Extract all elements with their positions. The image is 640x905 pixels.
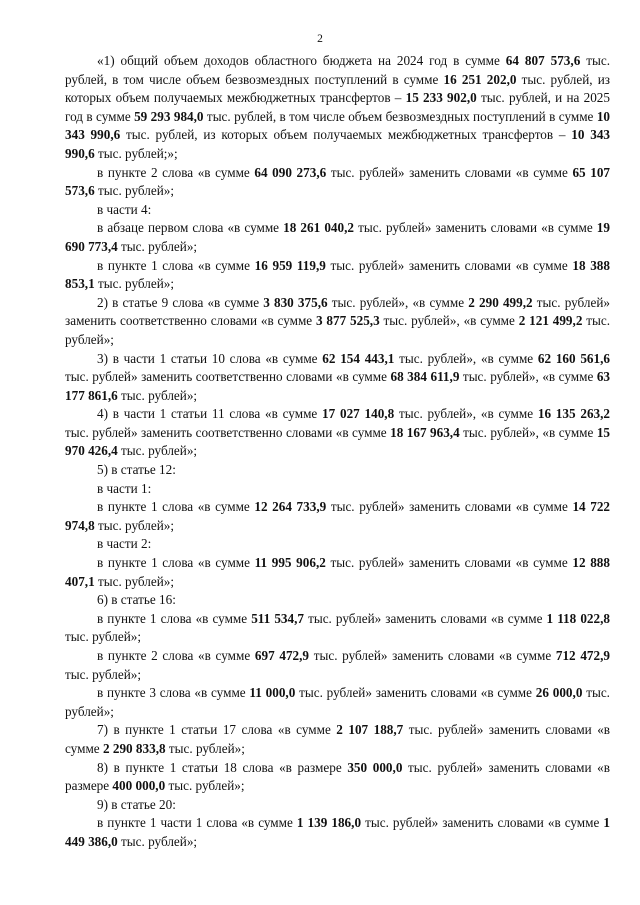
paragraph-text: тыс. рублей»;	[117, 443, 198, 459]
paragraph-text: тыс. рублей»;	[65, 629, 142, 645]
paragraph-text: тыс. рублей»;	[165, 740, 245, 756]
paragraph-text: тыс. рублей», «в сумме	[394, 406, 538, 422]
paragraph-text: тыс. рублей» заменить словами «в сумме	[354, 220, 597, 236]
paragraph-text: тыс. рублей» заменить словами «в сумме	[326, 164, 573, 180]
amount-value: 511 534,7	[251, 610, 304, 626]
paragraph-text: в пункте 1 слова «в сумме	[97, 555, 255, 571]
amount-value: 19 690 773,4	[65, 220, 610, 254]
paragraph	[65, 610, 610, 647]
paragraph-text: тыс. рублей»;	[117, 238, 198, 254]
paragraph-text: в части 1:	[97, 480, 152, 496]
paragraph-text: в пункте 1 слова «в сумме	[97, 499, 255, 515]
paragraph-text: тыс. рублей»;	[65, 666, 142, 682]
paragraph-text: тыс. рублей», «в сумме	[379, 313, 519, 329]
paragraph-text: тыс. рублей», «в сумме	[459, 369, 597, 385]
amount-value: 62 154 443,1	[322, 350, 395, 366]
paragraph-text: тыс. рублей» заменить соответственно словами «в сумме	[65, 369, 391, 385]
paragraph-text: тыс. рублей»;	[94, 517, 175, 533]
amount-value: 2 121 499,2	[518, 313, 583, 329]
paragraph	[65, 480, 610, 499]
amount-value: 68 384 611,9	[390, 369, 460, 385]
paragraph-text: тыс. рублей»;	[94, 183, 175, 199]
paragraph-text: в абзаце первом слова «в сумме	[97, 220, 284, 236]
paragraph	[65, 201, 610, 220]
paragraph-text: 4) в части 1 статьи 11 слова «в сумме	[97, 406, 323, 422]
paragraph-text: 6) в статье 16:	[97, 592, 176, 608]
paragraph-text: тыс. рублей» заменить словами «в сумме	[361, 815, 604, 831]
amount-value: 1 139 186,0	[296, 815, 362, 831]
paragraph-text: тыс. рублей» заменить словами «в сумме	[309, 648, 556, 663]
amount-value: 63 177 861,6	[65, 369, 610, 403]
paragraph	[65, 350, 610, 406]
paragraph-text: тыс. рублей»;	[94, 276, 175, 292]
paragraph-text: тыс. рублей» заменить соответственно словами «в сумме	[65, 424, 391, 440]
paragraph-text: тыс. рублей» заменить словами «в сумме	[295, 685, 536, 701]
paragraph	[65, 684, 610, 721]
amount-value: 65 107 573,6	[65, 164, 611, 199]
paragraph	[65, 164, 610, 201]
paragraph	[65, 219, 610, 256]
paragraph	[65, 294, 610, 350]
document-body	[65, 52, 610, 852]
amount-value: 350 000,0	[347, 759, 403, 775]
amount-value: 400 000,0	[112, 778, 166, 794]
paragraph	[65, 257, 610, 294]
paragraph-text: тыс. рублей, из которых объем получаемых межбюджетных трансфертов –	[120, 127, 572, 143]
amount-value: 12 888 407,1	[65, 555, 610, 589]
amount-value: 1 118 022,8	[546, 610, 610, 626]
paragraph	[65, 498, 610, 535]
paragraph-text: тыс. рублей;»;	[94, 145, 178, 161]
amount-value: 16 959 119,9	[254, 257, 326, 273]
paragraph-text: в пункте 1 части 1 слова «в сумме	[97, 815, 297, 831]
paragraph-text: в пункте 1 слова «в сумме	[97, 610, 252, 626]
paragraph	[65, 814, 610, 851]
paragraph-text: 9) в статье 20:	[97, 796, 176, 812]
amount-value: 15 970 426,4	[65, 424, 611, 459]
paragraph	[65, 759, 610, 796]
amount-value: 1 449 386,0	[65, 815, 610, 849]
amount-value: 18 388 853,1	[65, 257, 610, 292]
paragraph-text: тыс. рублей» заменить словами «в сумме	[65, 722, 611, 756]
amount-value: 18 167 963,4	[390, 424, 460, 440]
paragraph	[65, 554, 610, 591]
amount-value: 18 261 040,2	[283, 220, 354, 236]
amount-value: 697 472,9	[254, 648, 310, 663]
paragraph-text: в пункте 2 слова «в сумме	[97, 648, 255, 663]
amount-value: 14 722 974,8	[65, 499, 611, 533]
paragraph-text: тыс. рублей» заменить словами «в сумме	[326, 499, 573, 515]
paragraph-text: 2) в статье 9 слова «в сумме	[97, 294, 264, 310]
amount-value: 64 090 273,6	[254, 164, 327, 180]
amount-value: 10 343 990,6	[65, 127, 611, 161]
paragraph-text: в пункте 1 слова «в сумме	[97, 257, 255, 273]
amount-value: 26 000,0	[535, 685, 583, 701]
paragraph-text: тыс. рублей»;	[165, 778, 245, 794]
amount-value: 64 807 573,6	[505, 53, 581, 68]
paragraph-text: тыс. рублей» заменить словами «в сумме	[304, 610, 547, 626]
paragraph-text: в пункте 2 слова «в сумме	[97, 164, 255, 180]
amount-value: 3 830 375,6	[263, 294, 328, 310]
paragraph-text: тыс. рублей»;	[117, 387, 198, 403]
paragraph-text: тыс. рублей, из которых объем получаемых межбюджетных трансфертов –	[65, 71, 610, 106]
paragraph-text: тыс. рублей»;	[65, 685, 610, 719]
amount-value: 16 251 202,0	[443, 71, 517, 87]
paragraph-text: «1) общий объем доходов областного бюджета на 2024 год в сумме	[97, 53, 506, 68]
paragraph-text: тыс. рублей» заменить словами «в сумме	[325, 257, 573, 273]
amount-value: 62 160 561,6	[537, 350, 611, 366]
amount-value: 10 343 990,6	[65, 108, 611, 143]
amount-value: 11 995 906,2	[254, 555, 326, 571]
paragraph-text: тыс. рублей»;	[65, 313, 611, 347]
paragraph	[65, 405, 610, 461]
paragraph-text: тыс. рублей», «в сумме	[394, 350, 538, 366]
paragraph	[65, 461, 610, 480]
paragraph-text: тыс. рублей, в том числе объем безвозмездных поступлений в сумме	[203, 108, 597, 124]
paragraph	[65, 591, 610, 610]
paragraph-text: тыс. рублей, и на 2025 год в сумме	[65, 90, 610, 124]
paragraph-text: тыс. рублей» заменить словами «в размере	[65, 759, 610, 794]
paragraph-text: тыс. рублей» заменить соответственно словами «в сумме	[65, 294, 611, 329]
paragraph	[65, 796, 610, 815]
amount-value: 11 000,0	[249, 685, 296, 701]
paragraph-text: в части 4:	[97, 201, 152, 217]
paragraph-text: в части 2:	[97, 536, 152, 552]
paragraph	[65, 647, 610, 684]
paragraph-text: 5) в статье 12:	[97, 462, 176, 478]
paragraph-text: тыс. рублей, в том числе объем безвозмездных поступлений в сумме	[65, 53, 610, 87]
amount-value: 17 027 140,8	[322, 406, 395, 422]
paragraph-text: в пункте 3 слова «в сумме	[97, 685, 250, 701]
paragraph-text: 3) в части 1 статьи 10 слова «в сумме	[97, 350, 323, 366]
paragraph-text: тыс. рублей» заменить словами «в сумме	[325, 555, 573, 571]
amount-value: 2 290 499,2	[468, 294, 533, 310]
paragraph-text: тыс. рублей»;	[94, 573, 175, 589]
amount-value: 2 107 188,7	[336, 722, 404, 738]
paragraph-text: тыс. рублей»;	[117, 833, 198, 849]
amount-value: 15 233 902,0	[405, 90, 477, 106]
amount-value: 59 293 984,0	[134, 108, 204, 124]
amount-value: 16 135 263,2	[537, 406, 611, 422]
page-number: 2	[317, 33, 323, 45]
paragraph-text: тыс. рублей», «в сумме	[327, 294, 469, 310]
amount-value: 2 290 833,8	[102, 740, 166, 756]
paragraph	[65, 535, 610, 554]
paragraph	[65, 52, 610, 164]
amount-value: 712 472,9	[555, 648, 610, 663]
amount-value: 3 877 525,3	[315, 313, 380, 329]
paragraph	[65, 721, 610, 758]
paragraph-text: 8) в пункте 1 статьи 18 слова «в размере	[97, 759, 348, 775]
paragraph-text: 7) в пункте 1 статьи 17 слова «в сумме	[97, 722, 337, 738]
amount-value: 12 264 733,9	[254, 499, 327, 515]
paragraph-text: тыс. рублей», «в сумме	[459, 424, 597, 440]
